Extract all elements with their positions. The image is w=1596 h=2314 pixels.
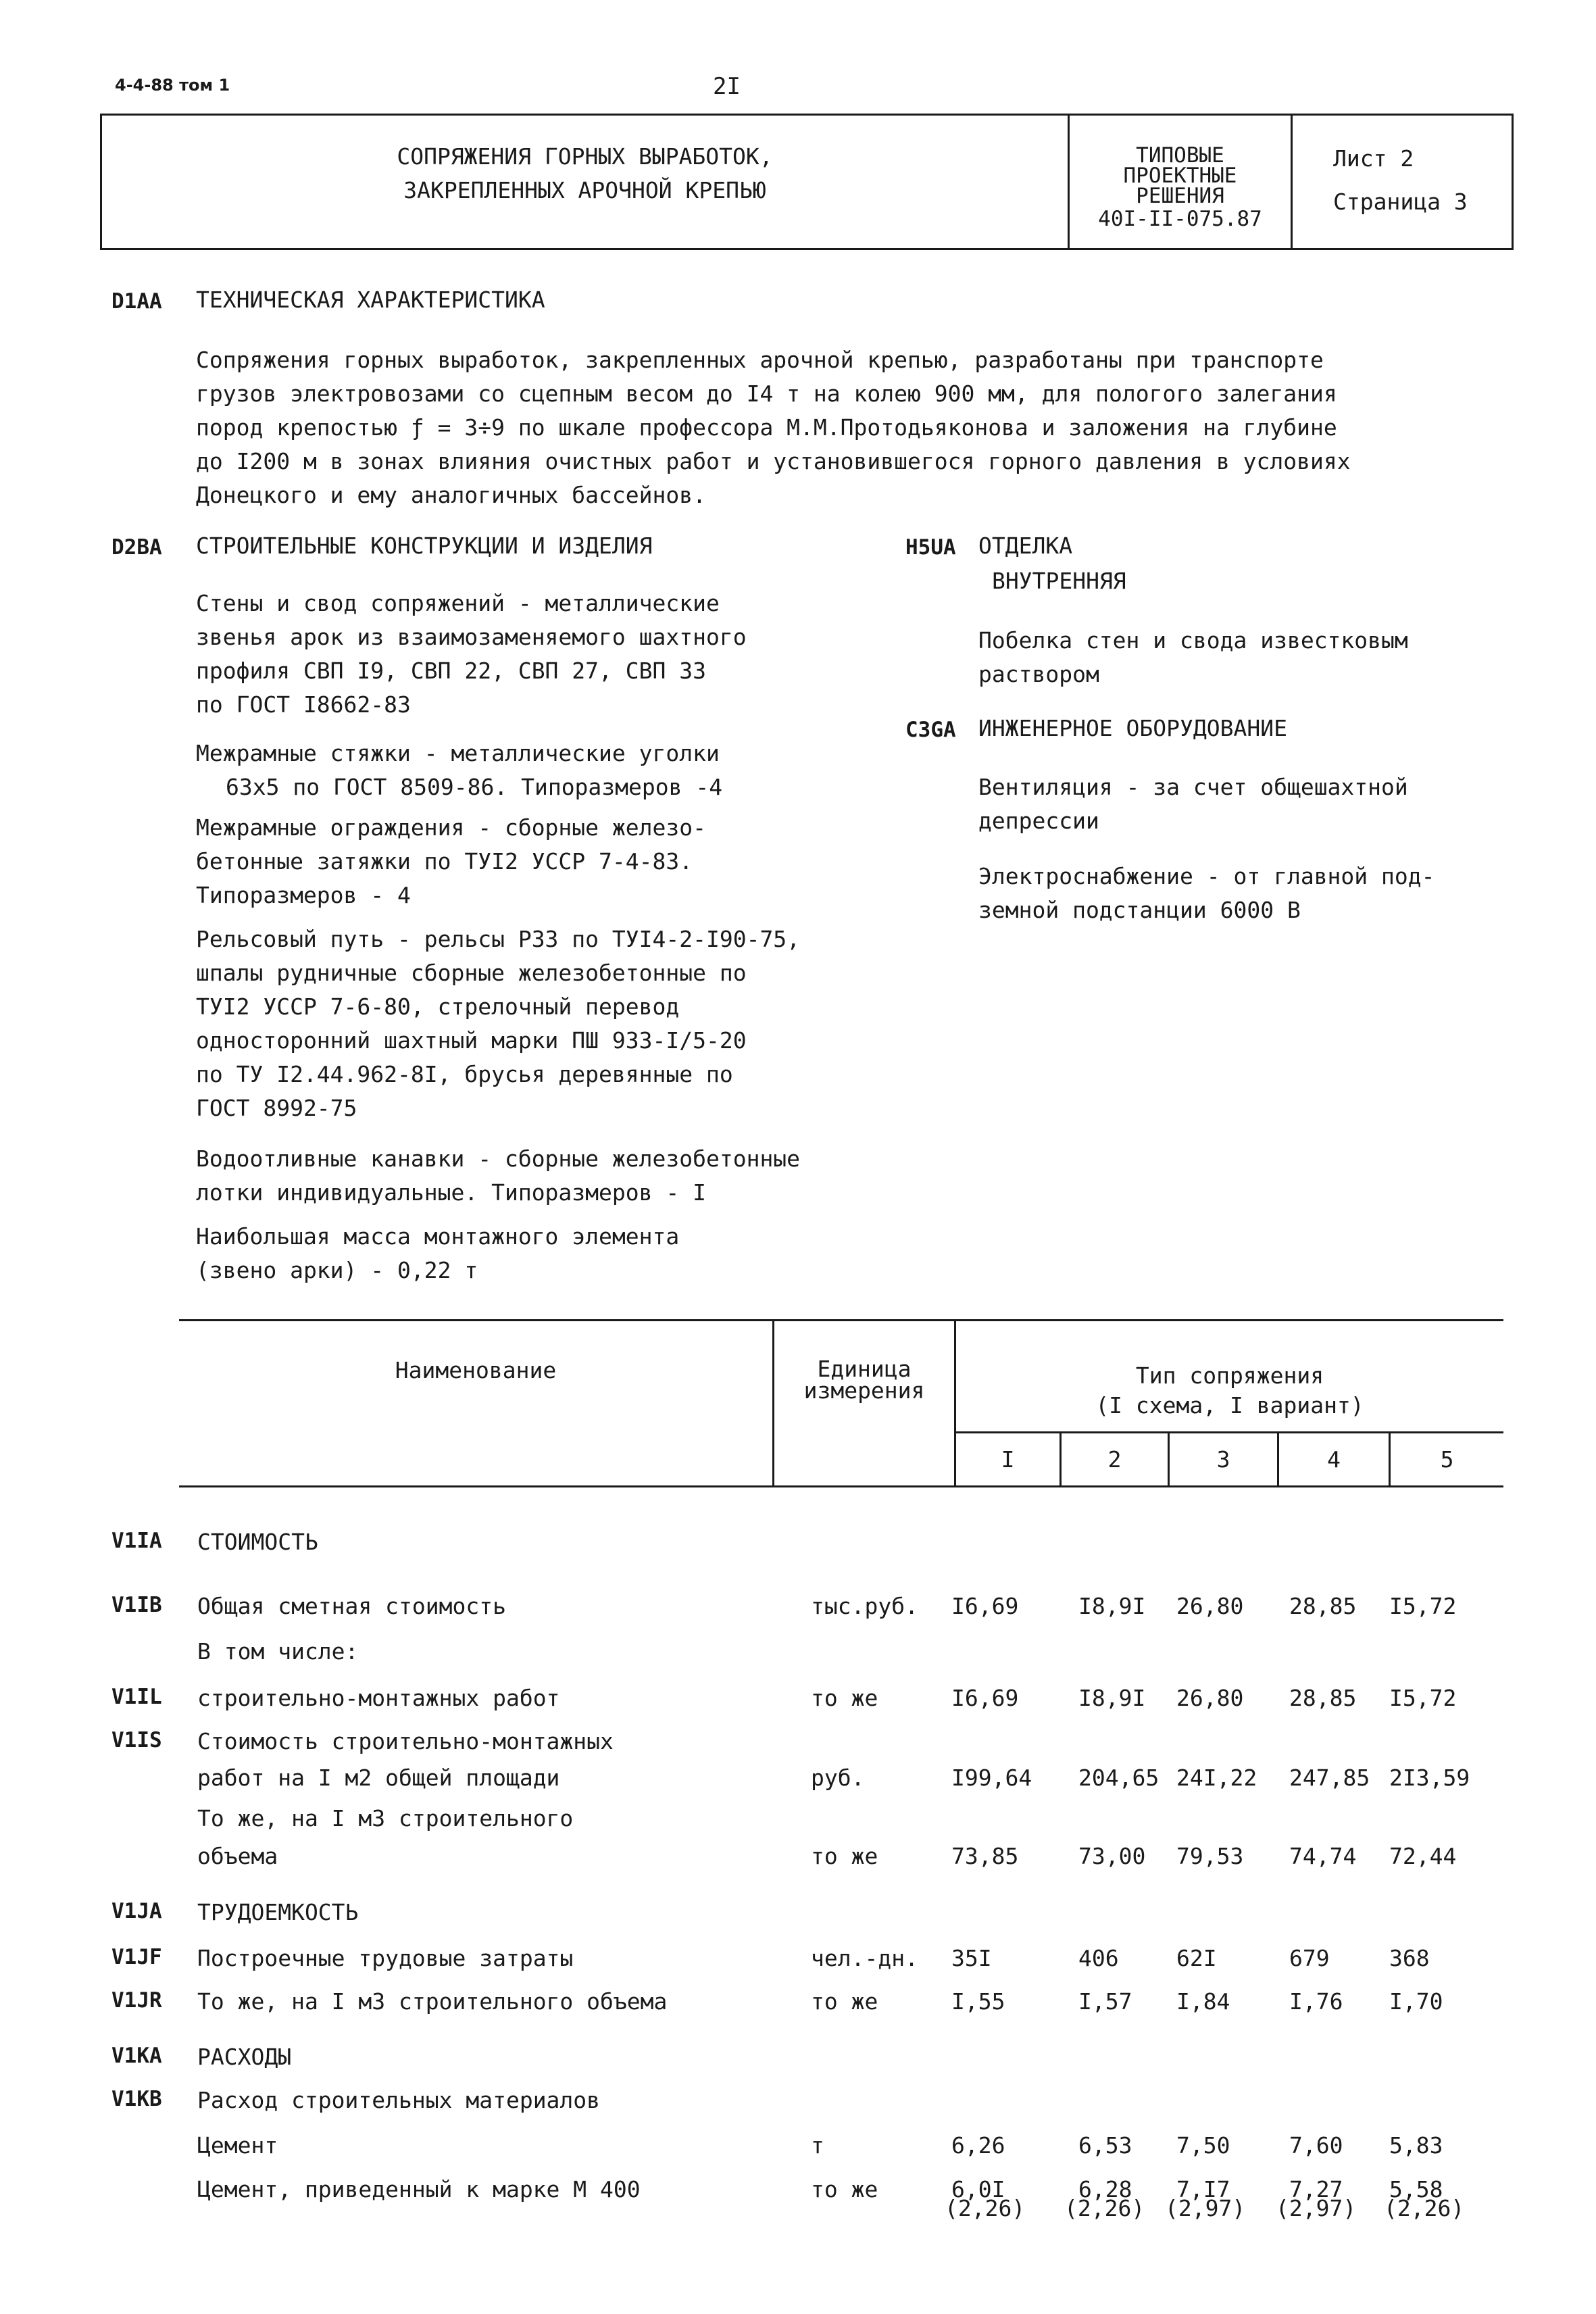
col-number: 5 (1440, 1446, 1454, 1473)
text-line: Межрамные стяжки - металлические уголки (196, 740, 720, 766)
row-value: 7,I7 (1176, 2176, 1230, 2202)
text-line: Наибольшая масса монтажного элемента (196, 1223, 680, 1250)
table-col-divider (772, 1319, 774, 1487)
row-unit: руб. (811, 1765, 865, 1791)
row-value: 7,50 (1176, 2132, 1230, 2159)
col-header-type-line: (I схема, I вариант) (1095, 1392, 1364, 1419)
row-name: Построечные трудовые затраты (197, 1945, 574, 1971)
section-heading: ТЕХНИЧЕСКАЯ ХАРАКТЕРИСТИКА (196, 287, 545, 313)
row-name: объема (197, 1843, 278, 1869)
row-name: Цемент (197, 2132, 278, 2159)
row-value: 6,0I (951, 2176, 1005, 2202)
row-name: Цемент, приведенный к марке М 400 (197, 2176, 641, 2202)
constructions-p3 (196, 811, 706, 912)
row-value: 2I3,59 (1389, 1765, 1470, 1791)
col-header-type-line: Тип сопряжения (1135, 1362, 1324, 1389)
col-number: 2 (1107, 1446, 1122, 1473)
row-value: I,57 (1078, 1988, 1132, 2015)
row-value: 74,74 (1289, 1843, 1357, 1869)
constructions-p5 (196, 1142, 800, 1210)
row-value: I,84 (1176, 1988, 1230, 2015)
tech-paragraph (196, 343, 1351, 512)
text-line: Рельсовый путь - рельсы Р33 по ТУI4-2-I90-75, (196, 926, 801, 952)
table-header-bottom-rule (179, 1485, 1503, 1487)
row-value: 368 (1389, 1945, 1430, 1971)
row-code: V1JA (111, 1899, 162, 1923)
col-header-unit-line: измерения (803, 1377, 925, 1404)
col-header-type (956, 1361, 1503, 1421)
row-name: работ на I м2 общей площади (197, 1765, 560, 1791)
row-code: V1JF (111, 1945, 162, 1969)
finish-paragraph (978, 624, 1408, 691)
equipment-p1 (978, 770, 1408, 838)
equipment-p2 (978, 860, 1435, 927)
row-value: 72,44 (1389, 1843, 1457, 1869)
text-line: депрессии (978, 808, 1099, 834)
constructions-p1 (196, 587, 747, 722)
title-cell (102, 116, 1070, 248)
text-line: грузов электровозами со сцепным весом до I4 т на колею 900 мм, для пологого залегания (196, 380, 1337, 407)
text-line: пород крепостью ƒ = 3÷9 по шкале профессора М.М.Протодьяконова и заложения на глубине (196, 414, 1337, 441)
table-subheader-rule (954, 1431, 1503, 1433)
row-name: В том числе: (197, 1638, 359, 1665)
section-code: D1AA (111, 289, 162, 314)
row-sub-value: (2,26) (945, 2195, 1026, 2221)
document-title (102, 140, 1068, 207)
section-subheading: ВНУТРЕННЯЯ (992, 568, 1126, 594)
row-name: ТРУДОЕМКОСТЬ (197, 1899, 359, 1925)
row-value: 24I,22 (1176, 1765, 1257, 1791)
row-value: 7,27 (1289, 2176, 1343, 2202)
text-line: по ТУ I2.44.962-8I, брусья деревянные по (196, 1061, 733, 1087)
text-line: Электроснабжение - от главной под- (978, 863, 1435, 889)
row-name: То же, на I м3 строительного объема (197, 1988, 668, 2015)
row-sub-value: (2,97) (1165, 2195, 1246, 2221)
text-line: до I200 м в зонах влияния очистных работ и установившегося горного давления в условиях (196, 448, 1351, 474)
row-value: I6,69 (951, 1593, 1019, 1619)
constructions-p4 (196, 922, 800, 1125)
row-value: 204,65 (1078, 1765, 1159, 1791)
col-number: I (1001, 1446, 1015, 1473)
row-unit: то же (811, 1843, 878, 1869)
row-unit: то же (811, 2176, 878, 2202)
text-line: Вентиляция - за счет общешахтной (978, 774, 1408, 800)
row-code: V1IA (111, 1529, 162, 1553)
row-value: 28,85 (1289, 1685, 1357, 1711)
row-value: 73,00 (1078, 1843, 1146, 1869)
text-line: профиля СВП I9, СВП 22, СВП 27, СВП 33 (196, 658, 706, 684)
row-value: I,76 (1289, 1988, 1343, 2015)
row-name: То же, на I м3 строительного (197, 1805, 574, 1831)
row-code: V1IS (111, 1728, 162, 1752)
row-value: 7,60 (1289, 2132, 1343, 2159)
row-name: РАСХОДЫ (197, 2044, 292, 2070)
row-name: СТОИМОСТЬ (197, 1529, 318, 1555)
row-value: 5,58 (1389, 2176, 1443, 2202)
row-value: 73,85 (951, 1843, 1019, 1869)
section-code: D2BA (111, 535, 162, 560)
row-name: строительно-монтажных работ (197, 1685, 560, 1711)
row-value: 26,80 (1176, 1685, 1244, 1711)
row-value: I5,72 (1389, 1685, 1457, 1711)
text-line: по ГОСТ I8662-83 (196, 691, 411, 718)
text-line: земной подстанции 6000 В (978, 897, 1301, 923)
row-unit: то же (811, 1685, 878, 1711)
type-line-4: 40I-II-075.87 (1098, 207, 1262, 231)
section-heading: СТРОИТЕЛЬНЫЕ КОНСТРУКЦИИ И ИЗДЕЛИЯ (196, 533, 653, 559)
page-number: 2I (713, 73, 741, 100)
row-value: 79,53 (1176, 1843, 1244, 1869)
row-value: I8,9I (1078, 1593, 1146, 1619)
title-line-1: СОПРЯЖЕНИЯ ГОРНЫХ ВЫРАБОТОК, (397, 143, 773, 170)
row-code: V1KA (111, 2044, 162, 2068)
constructions-p6 (196, 1220, 679, 1287)
type-line-3: РЕШЕНИЯ (1136, 184, 1224, 208)
col-header-name: Наименование (395, 1357, 557, 1383)
row-value: 6,53 (1078, 2132, 1132, 2159)
row-sub-value: (2,97) (1276, 2195, 1357, 2221)
row-value: I5,72 (1389, 1593, 1457, 1619)
type-line-1: ТИПОВЫЕ (1136, 143, 1224, 168)
col-number: 4 (1327, 1446, 1341, 1473)
text-line: 63х5 по ГОСТ 8509-86. Типоразмеров -4 (226, 774, 723, 800)
row-unit: тыс.руб. (811, 1593, 918, 1619)
text-line: Межрамные ограждения - сборные железо- (196, 814, 706, 841)
row-name: Стоимость строительно-монтажных (197, 1728, 614, 1754)
text-line: Типоразмеров - 4 (196, 882, 411, 908)
text-line: звенья арок из взаимозаменяемого шахтного (196, 624, 747, 650)
row-value: 62I (1176, 1945, 1217, 1971)
constructions-p2 (196, 737, 722, 804)
row-value: I,55 (951, 1988, 1005, 2015)
col-header-unit-line: Единица (817, 1356, 912, 1382)
row-name: Общая сметная стоимость (197, 1593, 506, 1619)
row-unit: т (811, 2132, 824, 2159)
text-line: раствором (978, 661, 1099, 687)
type-cell (1070, 116, 1293, 248)
row-code: V1IB (111, 1593, 162, 1617)
row-sub-value: (2,26) (1384, 2195, 1465, 2221)
row-value: 406 (1078, 1945, 1119, 1971)
row-code: V1IL (111, 1685, 162, 1709)
row-value: 28,85 (1289, 1593, 1357, 1619)
row-value: 26,80 (1176, 1593, 1244, 1619)
col-header-unit (774, 1358, 954, 1402)
row-value: 5,83 (1389, 2132, 1443, 2159)
row-value: 247,85 (1289, 1765, 1370, 1791)
text-line: (звено арки) - 0,22 т (196, 1257, 478, 1283)
row-value: 35I (951, 1945, 992, 1971)
title-block (100, 114, 1514, 250)
row-value: I8,9I (1078, 1685, 1146, 1711)
page-label: Страница 3 (1333, 189, 1468, 215)
table-top-rule (179, 1319, 1503, 1321)
section-code: C3GA (905, 718, 956, 742)
row-value: I6,69 (951, 1685, 1019, 1711)
text-line: односторонний шахтный марки ПШ 933-I/5-20 (196, 1027, 747, 1054)
text-line: бетонные затяжки по ТУI2 УССР 7-4-83. (196, 848, 693, 875)
text-line: Донецкого и ему аналогичных бассейнов. (196, 482, 706, 508)
text-line: Побелка стен и свода известковым (978, 627, 1408, 654)
row-value: 679 (1289, 1945, 1330, 1971)
type-line-2: ПРОЕКТНЫЕ (1123, 164, 1237, 188)
col-number: 3 (1216, 1446, 1230, 1473)
text-line: шпалы рудничные сборные железобетонные по (196, 960, 747, 986)
row-value: 6,26 (951, 2132, 1005, 2159)
section-code: H5UA (905, 535, 956, 560)
text-line: Водоотливные канавки - сборные железобетонные (196, 1146, 801, 1172)
row-name: Расход строительных материалов (197, 2087, 601, 2113)
text-line: ГОСТ 8992-75 (196, 1095, 357, 1121)
row-value: I99,64 (951, 1765, 1032, 1791)
row-code: V1JR (111, 1988, 162, 2013)
text-line: Сопряжения горных выработок, закрепленных арочной крепью, разработаны при транспорте (196, 347, 1324, 373)
sheet-cell (1293, 116, 1512, 248)
document-series: 4-4-88 том 1 (115, 76, 230, 95)
row-unit: чел.-дн. (811, 1945, 918, 1971)
section-heading: ИНЖЕНЕРНОЕ ОБОРУДОВАНИЕ (978, 715, 1287, 741)
row-sub-value: (2,26) (1064, 2195, 1145, 2221)
row-value: I,70 (1389, 1988, 1443, 2015)
section-heading: ОТДЕЛКА (978, 533, 1073, 559)
row-value: 6,28 (1078, 2176, 1132, 2202)
text-line: Стены и свод сопряжений - металлические (196, 590, 720, 616)
title-line-2: ЗАКРЕПЛЕННЫХ АРОЧНОЙ КРЕПЬЮ (403, 177, 766, 203)
text-line: ТУI2 УССР 7-6-80, стрелочный перевод (196, 993, 680, 1020)
type-label (1070, 145, 1291, 229)
text-line: лотки индивидуальные. Типоразмеров - I (196, 1179, 706, 1206)
row-code: V1KB (111, 2087, 162, 2111)
row-unit: то же (811, 1988, 878, 2015)
sheet-label: Лист 2 (1333, 145, 1414, 172)
